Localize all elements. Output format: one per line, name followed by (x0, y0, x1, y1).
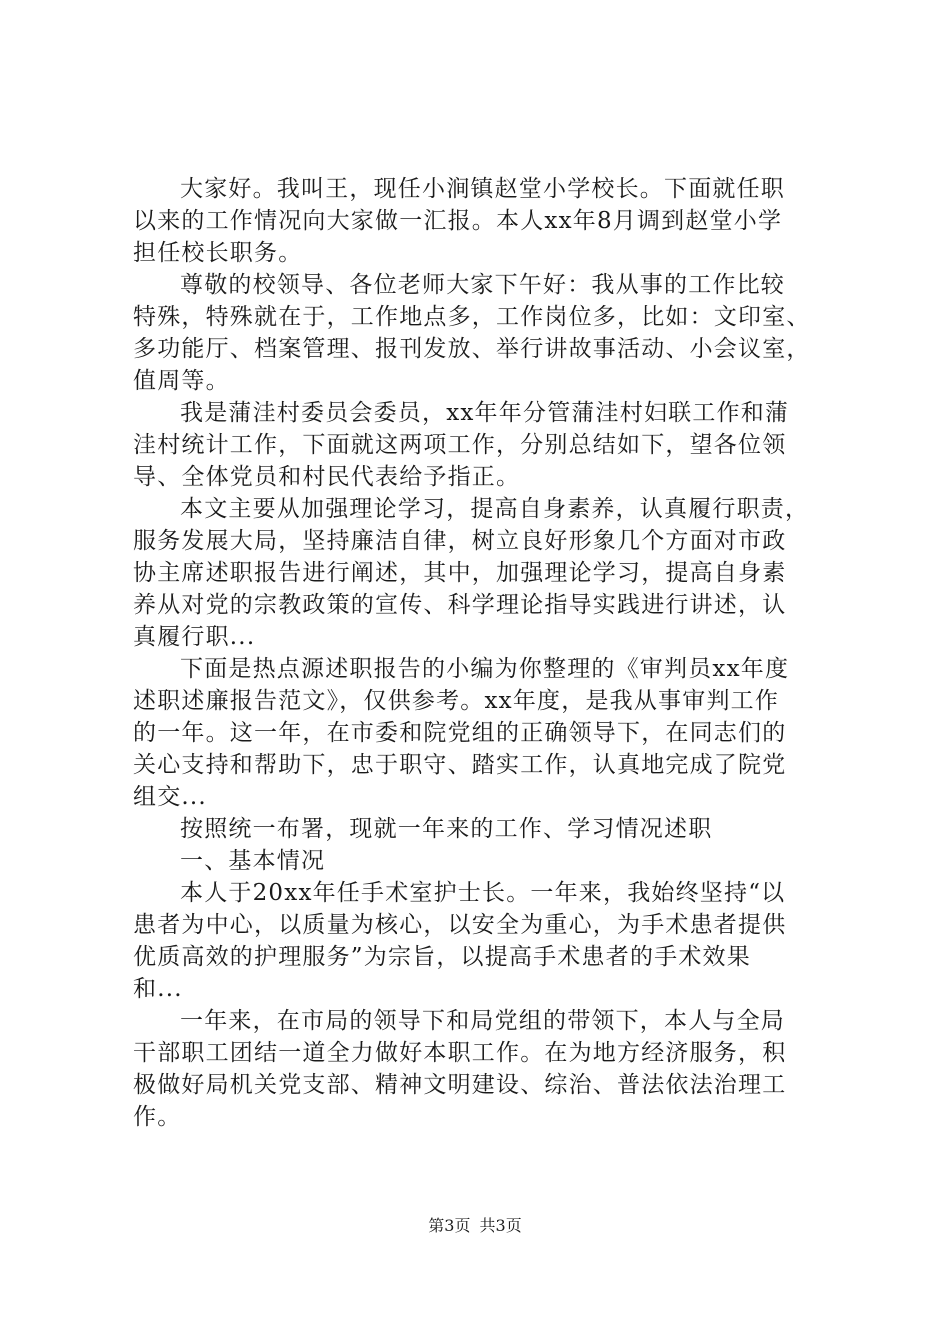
text-line: 作。 (133, 1104, 182, 1130)
document-body (133, 173, 833, 1133)
text-line: 干部职工团结一道全力做好本职工作。在为地方经济服务，积 (133, 1040, 787, 1066)
text-line: 特殊，特殊就在于，工作地点多，工作岗位多，比如：文印室、 (133, 304, 811, 330)
text-line: 我是蒲洼村委员会委员，xx年年分管蒲洼村妇联工作和蒲 (180, 400, 790, 426)
text-line: 担任校长职务。 (133, 240, 303, 266)
page-total: 共3页 (479, 1216, 522, 1235)
text-line: 本文主要从加强理论学习，提高自身素养，认真履行职责， (180, 496, 810, 522)
text-line: 优质高效的护理服务”为宗旨，以提高手术患者的手术效果 (133, 944, 751, 970)
text-line: 真履行职... (133, 624, 256, 650)
text-line: 服务发展大局，坚持廉洁自律，树立良好形象几个方面对市政 (133, 528, 787, 554)
text-line: 和... (133, 976, 183, 1002)
text-line: 一年来，在市局的领导下和局党组的带领下，本人与全局 (180, 1008, 785, 1034)
text-line: 大家好。我叫王，现任小涧镇赵堂小学校长。下面就任职 (180, 176, 785, 202)
text-line: 关心支持和帮助下，忠于职守、踏实工作，认真地完成了院党 (133, 752, 787, 778)
text-line: 述职述廉报告范文》，仅供参考。xx年度，是我从事审判工作 (133, 688, 780, 714)
text-line: 按照统一布署，现就一年来的工作、学习情况述职 (180, 816, 713, 842)
text-line: 导、全体党员和村民代表给予指正。 (133, 464, 521, 490)
text-line: 组交... (133, 784, 207, 810)
text-line: 值周等。 (133, 368, 230, 394)
text-line: 下面是热点源述职报告的小编为你整理的《审判员xx年度 (180, 656, 790, 682)
text-line: 多功能厅、档案管理、报刊发放、举行讲故事活动、小会议室， (133, 336, 811, 362)
text-line: 一、基本情况 (180, 848, 326, 874)
text-line: 养从对党的宗教政策的宣传、科学理论指导实践进行讲述，认 (133, 592, 787, 618)
text-line: 极做好局机关党支部、精神文明建设、综治、普法依法治理工 (133, 1072, 787, 1098)
text-line: 协主席述职报告进行阐述，其中，加强理论学习，提高自身素 (133, 560, 787, 586)
text-line: 患者为中心，以质量为核心，以安全为重心，为手术患者提供 (133, 912, 787, 938)
text-line: 的一年。这一年，在市委和院党组的正确领导下，在同志们的 (133, 720, 787, 746)
text-line: 以来的工作情况向大家做一汇报。本人xx年8月调到赵堂小学 (133, 208, 783, 234)
page-footer (0, 1216, 950, 1236)
page-number: 第3页 (428, 1216, 471, 1235)
text-line: 尊敬的校领导、各位老师大家下午好：我从事的工作比较 (180, 272, 785, 298)
text-line: 本人于20xx年任手术室护士长。一年来，我始终坚持“以 (180, 880, 786, 906)
text-line: 洼村统计工作，下面就这两项工作，分别总结如下，望各位领 (133, 432, 787, 458)
